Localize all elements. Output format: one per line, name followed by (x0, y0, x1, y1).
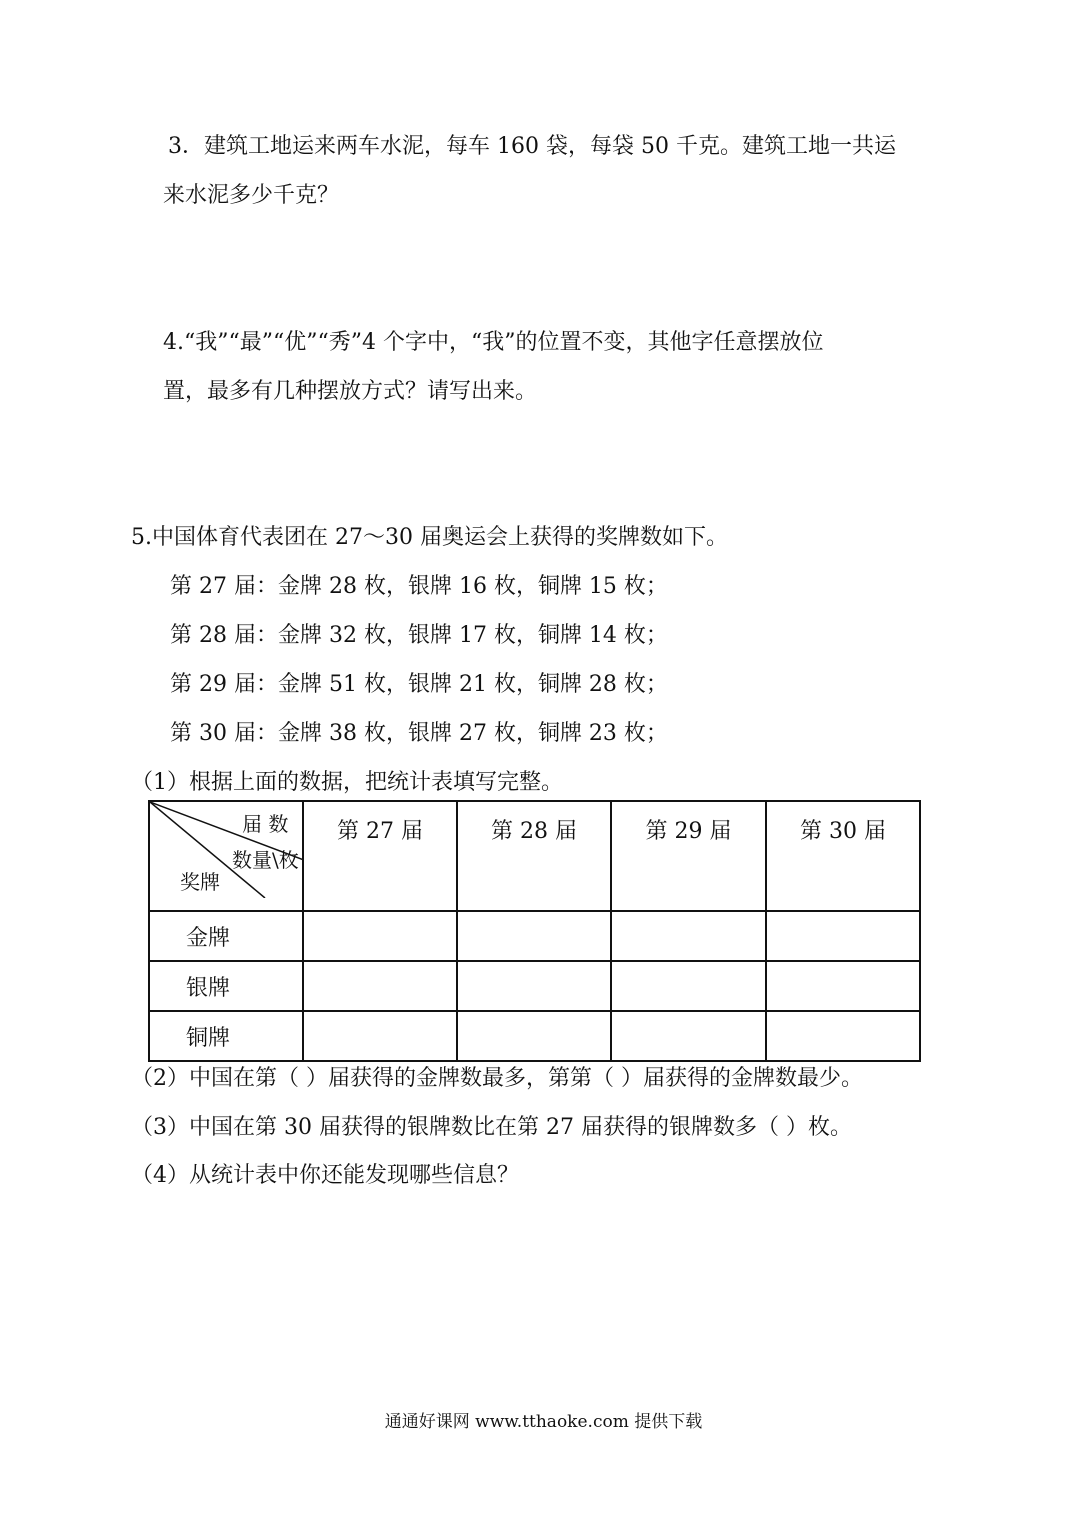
problem-4-line-2: 置，最多有几种摆放方式？请写出来。 (163, 379, 538, 404)
blank-cell-gold-30[interactable] (766, 911, 920, 961)
medal-data-line-27: 第 27 届：金牌 28 枚，银牌 16 枚，铜牌 15 枚； (170, 574, 668, 599)
page-footer: 通通好课网 www.tthaoke.com 提供下载 (384, 1412, 703, 1432)
corner-label-medal: 奖牌 (180, 870, 220, 894)
column-header-27: 第 27 届 (303, 801, 457, 911)
question-4: （4）从统计表中你还能发现哪些信息？ (131, 1163, 519, 1188)
column-header-28: 第 28 届 (457, 801, 611, 911)
blank-cell-bronze-30[interactable] (766, 1011, 920, 1061)
row-label-silver: 银牌 (149, 961, 303, 1011)
blank-cell-silver-29[interactable] (611, 961, 766, 1011)
blank-cell-bronze-28[interactable] (457, 1011, 611, 1061)
question-1: （1）根据上面的数据，把统计表填写完整。 (131, 770, 563, 795)
blank-cell-silver-28[interactable] (457, 961, 611, 1011)
row-label-gold: 金牌 (149, 911, 303, 961)
diagonal-header-cell (149, 801, 303, 911)
corner-label-quantity: 数量\枚 (232, 848, 299, 872)
problem-3-line-2: 来水泥多少千克？ (163, 183, 340, 208)
row-label-bronze: 铜牌 (149, 1011, 303, 1061)
blank-cell-silver-27[interactable] (303, 961, 457, 1011)
table-row-gold (149, 911, 920, 961)
medal-data-line-30: 第 30 届：金牌 38 枚，银牌 27 枚，铜牌 23 枚； (170, 721, 668, 746)
medal-data-line-29: 第 29 届：金牌 51 枚，银牌 21 枚，铜牌 28 枚； (170, 672, 668, 697)
column-header-29: 第 29 届 (611, 801, 766, 911)
table-row-bronze (149, 1011, 920, 1061)
question-2: （2）中国在第（ ）届获得的金牌数最多，第第（ ）届获得的金牌数最少。 (131, 1066, 863, 1091)
blank-cell-gold-29[interactable] (611, 911, 766, 961)
medal-statistics-table (148, 800, 921, 1062)
table-row-silver (149, 961, 920, 1011)
problem-5-intro: 5.中国体育代表团在 27～30 届奥运会上获得的奖牌数如下。 (131, 525, 728, 550)
blank-cell-bronze-27[interactable] (303, 1011, 457, 1061)
blank-cell-bronze-29[interactable] (611, 1011, 766, 1061)
problem-4-line-1: 4.“我”“最”“优”“秀”4 个字中，“我”的位置不变，其他字任意摆放位 (163, 330, 824, 355)
problem-3-line-1: 3．建筑工地运来两车水泥，每车 160 袋，每袋 50 千克。建筑工地一共运 (168, 134, 896, 159)
corner-label-session: 届 数 (242, 812, 289, 836)
column-header-30: 第 30 届 (766, 801, 920, 911)
blank-cell-gold-27[interactable] (303, 911, 457, 961)
question-3: （3）中国在第 30 届获得的银牌数比在第 27 届获得的银牌数多（ ）枚。 (131, 1115, 852, 1140)
medal-data-line-28: 第 28 届：金牌 32 枚，银牌 17 枚，铜牌 14 枚； (170, 623, 668, 648)
blank-cell-gold-28[interactable] (457, 911, 611, 961)
blank-cell-silver-30[interactable] (766, 961, 920, 1011)
table-header-row (149, 801, 920, 911)
